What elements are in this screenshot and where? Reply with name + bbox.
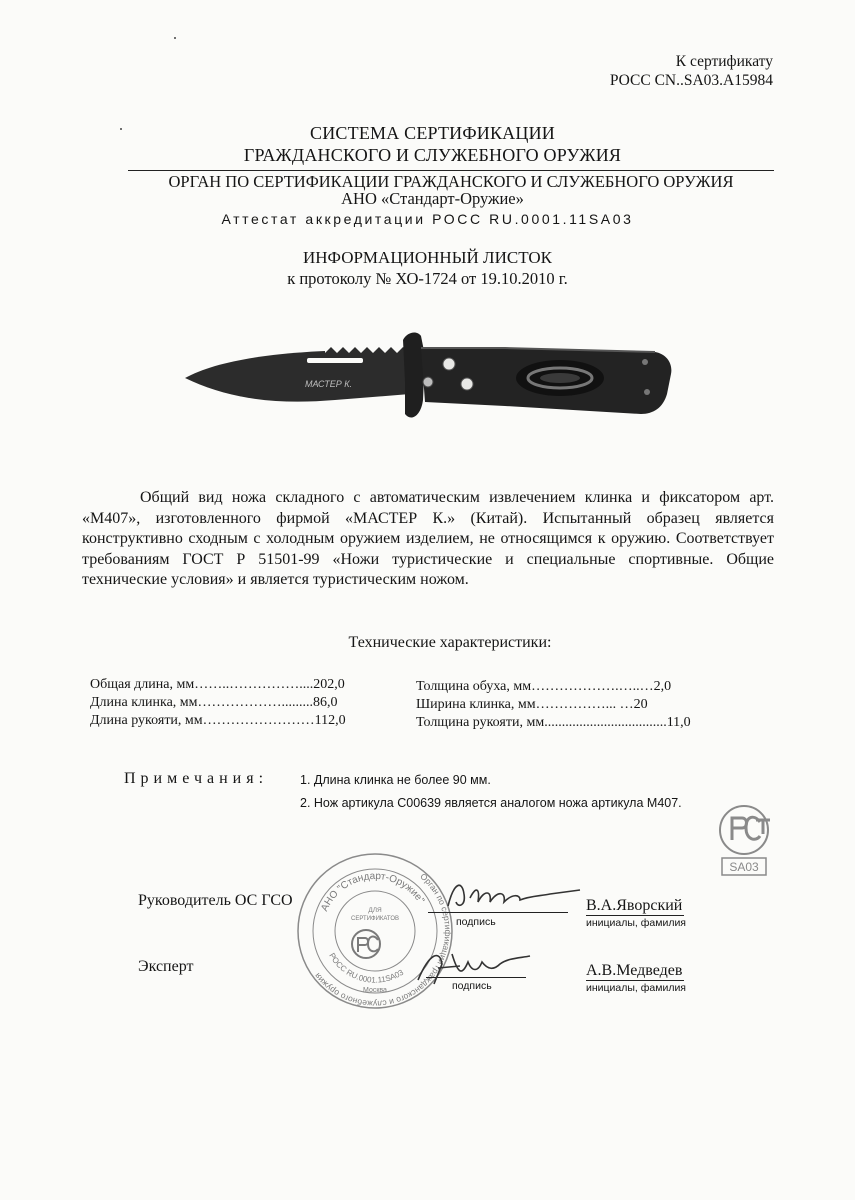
head-handwritten-signature — [440, 876, 590, 916]
scan-dot — [174, 37, 176, 39]
protocol-line: к протоколу № ХО-1724 от 19.10.2010 г. — [287, 269, 568, 288]
knife-blade — [185, 350, 410, 402]
expert-name: А.В.Медведев — [586, 962, 683, 979]
expert-signature-caption: подпись — [452, 980, 492, 992]
head-name-caption: инициалы, фамилия — [586, 917, 686, 929]
lock-button — [461, 378, 473, 390]
ano-name: АНО «Стандарт-Оружие» — [341, 189, 524, 208]
spec-handle-thickness: Толщина рукояти, мм...................................11,0 — [416, 715, 691, 730]
notes-label: Примечания: — [124, 770, 269, 787]
seal-bottom-text: РОСС RU.0001.11SA03 — [327, 951, 406, 985]
head-name: В.А.Яворский — [586, 897, 683, 914]
conformity-mark-stamp — [710, 800, 782, 878]
certificate-ref-line2: РОСС CN..SA03.A15984 — [609, 72, 773, 89]
seal-pct-logo — [352, 930, 380, 958]
expert-label: Эксперт — [138, 958, 194, 975]
info-sheet-title: ИНФОРМАЦИОННЫЙ ЛИСТОК — [303, 248, 552, 267]
knife-guard — [403, 333, 425, 418]
spec-handle-length: Длина рукояти, мм……………………112,0 — [90, 713, 346, 728]
description-text: Общий вид ножа складного с автоматическим извлечением клинка и фиксатором арт. «М407», изготовленного фирмой «МАСТЕР К.» (Китай). Испытанный образец является конструктивно сходным с холодным оружием изделием, не относящимся к оружию. Соответствует требованиям ГОСТ Р 51501-99 «Ножи туристические и специальные спортивные. Общие технические условия» и является туристическим ножом. — [82, 489, 774, 588]
system-title-line1: СИСТЕМА СЕРТИФИКАЦИИ — [310, 123, 555, 143]
seal-outer-text: Орган по сертификации гражданского и служебного оружия — [312, 871, 454, 1010]
system-title-line2: ГРАЖДАНСКОГО И СЛУЖЕБНОГО ОРУЖИЯ — [243, 145, 622, 165]
description-paragraph — [82, 488, 774, 591]
certificate-reference — [610, 52, 773, 90]
seal-center-sub: СЕРТИФИКАТОВ — [350, 916, 400, 922]
release-button — [443, 358, 455, 370]
note-item: 2. Нож артикула С00639 является аналогом ножа артикула М407. — [300, 796, 682, 810]
seal-city: Москва — [363, 987, 387, 994]
organ-title: ОРГАН ПО СЕРТИФИКАЦИИ ГРАЖДАНСКОГО И СЛУЖЕБНОГО ОРУЖИЯ — [128, 170, 774, 192]
svg-text:РОСС RU.0001.11SA03 — [327, 951, 405, 984]
knife-image — [185, 322, 675, 447]
seal-center-top: ДЛЯ — [368, 907, 382, 914]
mark-stamp-code: SA03 — [729, 860, 759, 874]
head-signature-caption: подпись — [456, 916, 496, 928]
note-item: 1. Длина клинка не более 90 мм. — [300, 773, 491, 787]
specs-title: Технические характеристики: — [348, 634, 552, 651]
certificate-ref-line1: К сертификату — [675, 53, 773, 70]
accreditation-line: Аттестат аккредитации РОСС RU.0001.11SA03 — [221, 211, 634, 227]
head-label: Руководитель ОС ГСО — [138, 892, 293, 909]
spec-blade-length: Длина клинка, мм……………….........86,0 — [90, 695, 338, 710]
blade-label: МАСТЕР К. — [305, 379, 353, 389]
spec-spine-thickness: Толщина обуха, мм……………….…..…2,0 — [416, 679, 672, 694]
seal-inner-text: АНО "Стандарт-Оружие" — [319, 870, 427, 914]
spec-blade-width: Ширина клинка, мм……………... …20 — [416, 697, 648, 712]
expert-name-caption: инициалы, фамилия — [586, 982, 686, 994]
spec-total-length: Общая длина, мм……..……………....202,0 — [90, 677, 345, 692]
pivot-pin — [423, 377, 433, 387]
